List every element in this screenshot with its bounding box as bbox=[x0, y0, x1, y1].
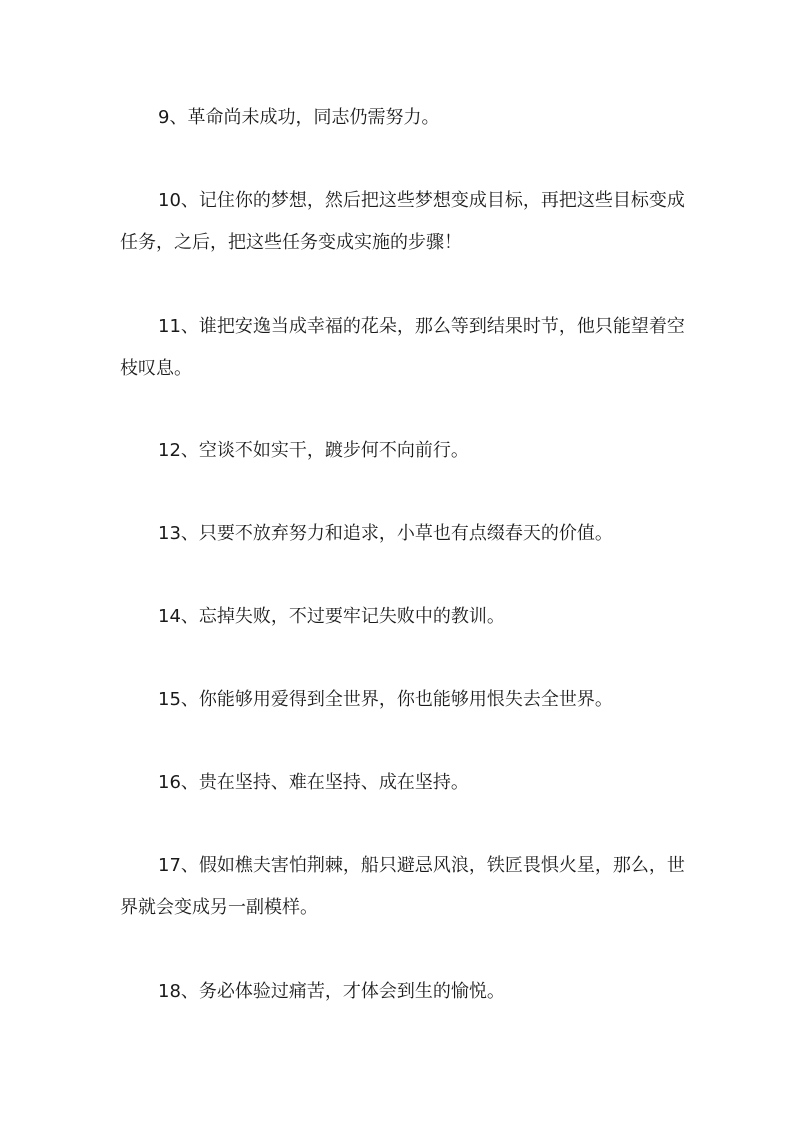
paragraph-14: 14、忘掉失败，不过要牢记失败中的教训。 bbox=[158, 606, 505, 627]
paragraph-18: 18、务必体验过痛苦，才体会到生的愉悦。 bbox=[158, 981, 505, 1002]
paragraph-16: 16、贵在坚持、难在坚持、成在坚持。 bbox=[158, 772, 469, 793]
paragraph-13: 13、只要不放弃努力和追求，小草也有点缀春天的价值。 bbox=[158, 523, 613, 544]
paragraph-17: 17、假如樵夫害怕荆棘，船只避忌风浪，铁匠畏惧火星，那么，世界就会变成另一副模样。 bbox=[120, 855, 685, 918]
paragraph-15: 15、你能够用爱得到全世界，你也能够用恨失去全世界。 bbox=[158, 689, 613, 710]
paragraph-9: 9、革命尚未成功，同志仍需努力。 bbox=[158, 107, 440, 128]
paragraph-10: 10、记住你的梦想，然后把这些梦想变成目标，再把这些目标变成任务，之后，把这些任务变成实施的步骤！ bbox=[120, 190, 685, 253]
paragraph-12: 12、空谈不如实干，踱步何不向前行。 bbox=[158, 440, 469, 461]
paragraph-11: 11、谁把安逸当成幸福的花朵，那么等到结果时节，他只能望着空枝叹息。 bbox=[120, 316, 685, 379]
